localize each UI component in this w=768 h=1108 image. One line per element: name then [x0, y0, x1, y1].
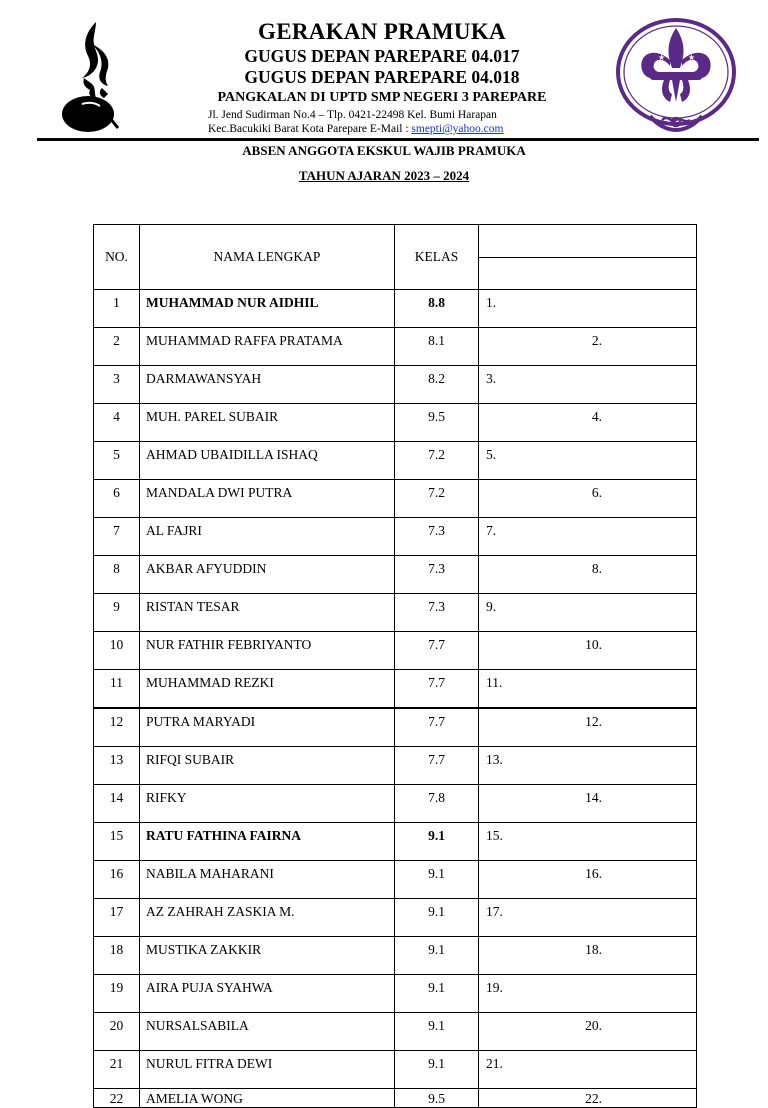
table-row — [94, 785, 697, 823]
signature-cell[interactable]: 20. — [479, 1013, 697, 1051]
row-number: 8 — [94, 556, 140, 594]
member-class: 9.5 — [395, 1089, 479, 1108]
row-number: 17 — [94, 899, 140, 937]
column-header-name: NAMA LENGKAP — [140, 225, 395, 290]
svg-text:★: ★ — [688, 53, 696, 62]
signature-cell[interactable]: 17. — [479, 899, 697, 937]
member-class: 7.7 — [395, 747, 479, 785]
world-scout-fleur-de-lis-icon — [614, 16, 738, 134]
table-row — [94, 404, 697, 442]
member-class: 7.3 — [395, 556, 479, 594]
member-name: NURSALSABILA — [140, 1013, 395, 1051]
base-line: PANGKALAN DI UPTD SMP NEGERI 3 PAREPARE — [217, 90, 547, 105]
row-number: 12 — [94, 708, 140, 747]
row-number: 6 — [94, 480, 140, 518]
member-class: 9.1 — [395, 1051, 479, 1089]
header-divider — [37, 138, 759, 141]
member-class: 7.3 — [395, 594, 479, 632]
member-name: MUH. PAREL SUBAIR — [140, 404, 395, 442]
row-number: 1 — [94, 290, 140, 328]
signature-cell[interactable]: 22. — [479, 1089, 697, 1108]
svg-text:★: ★ — [658, 53, 666, 62]
unit-line-1: GUGUS DEPAN PAREPARE 04.017 — [244, 46, 520, 66]
row-number: 18 — [94, 937, 140, 975]
row-number: 13 — [94, 747, 140, 785]
document-title: ABSEN ANGGOTA EKSKUL WAJIB PRAMUKA — [242, 143, 526, 158]
signature-cell[interactable]: 13. — [479, 747, 697, 785]
member-name: AKBAR AFYUDDIN — [140, 556, 395, 594]
member-class: 8.8 — [395, 290, 479, 328]
table-row — [94, 480, 697, 518]
member-name: AMELIA WONG — [140, 1089, 395, 1108]
member-name: RATU FATHINA FAIRNA — [140, 823, 395, 861]
member-name: PUTRA MARYADI — [140, 708, 395, 747]
row-number: 9 — [94, 594, 140, 632]
member-class: 9.1 — [395, 1013, 479, 1051]
member-class: 9.1 — [395, 861, 479, 899]
member-name: RISTAN TESAR — [140, 594, 395, 632]
signature-cell[interactable]: 14. — [479, 785, 697, 823]
signature-cell[interactable]: 5. — [479, 442, 697, 480]
member-name: RIFQI SUBAIR — [140, 747, 395, 785]
member-class: 7.2 — [395, 480, 479, 518]
letterhead — [150, 18, 614, 106]
table-row — [94, 1013, 697, 1051]
unit-line-2: GUGUS DEPAN PAREPARE 04.018 — [244, 67, 520, 87]
signature-cell[interactable]: 6. — [479, 480, 697, 518]
row-number: 10 — [94, 632, 140, 670]
member-class: 8.2 — [395, 366, 479, 404]
organization-title: GERAKAN PRAMUKA — [258, 19, 506, 44]
row-number: 4 — [94, 404, 140, 442]
table-row — [94, 747, 697, 785]
member-name: AZ ZAHRAH ZASKIA M. — [140, 899, 395, 937]
signature-cell[interactable]: 16. — [479, 861, 697, 899]
table-row — [94, 899, 697, 937]
document-subtitle: TAHUN AJARAN 2023 – 2024 — [298, 168, 470, 183]
signature-cell[interactable]: 8. — [479, 556, 697, 594]
table-row — [94, 290, 697, 328]
member-name: MUSTIKA ZAKKIR — [140, 937, 395, 975]
member-class: 7.3 — [395, 518, 479, 556]
table-row — [94, 708, 697, 747]
row-number: 7 — [94, 518, 140, 556]
row-number: 16 — [94, 861, 140, 899]
table-row — [94, 1051, 697, 1089]
member-class: 8.1 — [395, 328, 479, 366]
signature-cell[interactable]: 10. — [479, 632, 697, 670]
member-class: 9.1 — [395, 975, 479, 1013]
member-name: MANDALA DWI PUTRA — [140, 480, 395, 518]
table-row — [94, 366, 697, 404]
member-name: AIRA PUJA SYAHWA — [140, 975, 395, 1013]
table-row — [94, 594, 697, 632]
row-number: 15 — [94, 823, 140, 861]
address-line-2 — [208, 122, 503, 136]
table-row — [94, 670, 697, 709]
member-class: 9.1 — [395, 823, 479, 861]
table-row — [94, 861, 697, 899]
member-name: AL FAJRI — [140, 518, 395, 556]
member-class: 9.1 — [395, 899, 479, 937]
member-name: AHMAD UBAIDILLA ISHAQ — [140, 442, 395, 480]
member-class: 7.7 — [395, 708, 479, 747]
table-row — [94, 518, 697, 556]
signature-cell[interactable]: 21. — [479, 1051, 697, 1089]
table-row — [94, 328, 697, 366]
email-link[interactable]: smepti@yahoo.com — [411, 123, 504, 135]
member-class: 9.5 — [395, 404, 479, 442]
column-header-no: NO. — [94, 225, 140, 290]
address-block — [208, 108, 503, 136]
signature-cell[interactable]: 1. — [479, 290, 697, 328]
signature-cell[interactable]: 12. — [479, 708, 697, 747]
table-row — [94, 937, 697, 975]
row-number: 14 — [94, 785, 140, 823]
table-row — [94, 556, 697, 594]
row-number: 21 — [94, 1051, 140, 1089]
address-line-1: Jl. Jend Sudirman No.4 – Tlp. 0421-22498 Kel. Bumi Harapan — [208, 109, 497, 121]
member-name: MUHAMMAD RAFFA PRATAMA — [140, 328, 395, 366]
column-header-kelas: KELAS — [395, 225, 479, 290]
member-name: NURUL FITRA DEWI — [140, 1051, 395, 1089]
table-row — [94, 823, 697, 861]
address-line-2-prefix: Kec.Bacukiki Barat Kota Parepare E-Mail : — [208, 123, 412, 135]
member-name: NUR FATHIR FEBRIYANTO — [140, 632, 395, 670]
row-number: 5 — [94, 442, 140, 480]
member-class: 7.2 — [395, 442, 479, 480]
signature-cell[interactable]: 15. — [479, 823, 697, 861]
signature-cell[interactable]: 18. — [479, 937, 697, 975]
member-class: 7.7 — [395, 670, 479, 709]
member-name: MUHAMMAD NUR AIDHIL — [140, 290, 395, 328]
signature-cell[interactable]: 4. — [479, 404, 697, 442]
row-number: 19 — [94, 975, 140, 1013]
table-row — [94, 975, 697, 1013]
table-body — [94, 290, 697, 1108]
row-number: 2 — [94, 328, 140, 366]
row-number: 22 — [94, 1089, 140, 1108]
row-number: 20 — [94, 1013, 140, 1051]
table-row — [94, 442, 697, 480]
signature-cell[interactable]: 19. — [479, 975, 697, 1013]
row-number: 3 — [94, 366, 140, 404]
table-row — [94, 1089, 697, 1108]
signature-cell[interactable]: 11. — [479, 670, 697, 709]
member-class: 7.8 — [395, 785, 479, 823]
row-number: 11 — [94, 670, 140, 709]
member-class: 7.7 — [395, 632, 479, 670]
table-row — [94, 632, 697, 670]
member-name: MUHAMMAD REZKI — [140, 670, 395, 709]
signature-cell[interactable]: 9. — [479, 594, 697, 632]
member-name: RIFKY — [140, 785, 395, 823]
column-header-signature-bottom — [479, 258, 697, 290]
signature-cell[interactable]: 7. — [479, 518, 697, 556]
attendance-table — [93, 224, 697, 1108]
signature-cell[interactable]: 3. — [479, 366, 697, 404]
member-name: DARMAWANSYAH — [140, 366, 395, 404]
column-header-signature-top — [479, 225, 697, 258]
signature-cell[interactable]: 2. — [479, 328, 697, 366]
member-class: 9.1 — [395, 937, 479, 975]
tunas-kelapa-emblem-icon — [52, 18, 132, 136]
member-name: NABILA MAHARANI — [140, 861, 395, 899]
